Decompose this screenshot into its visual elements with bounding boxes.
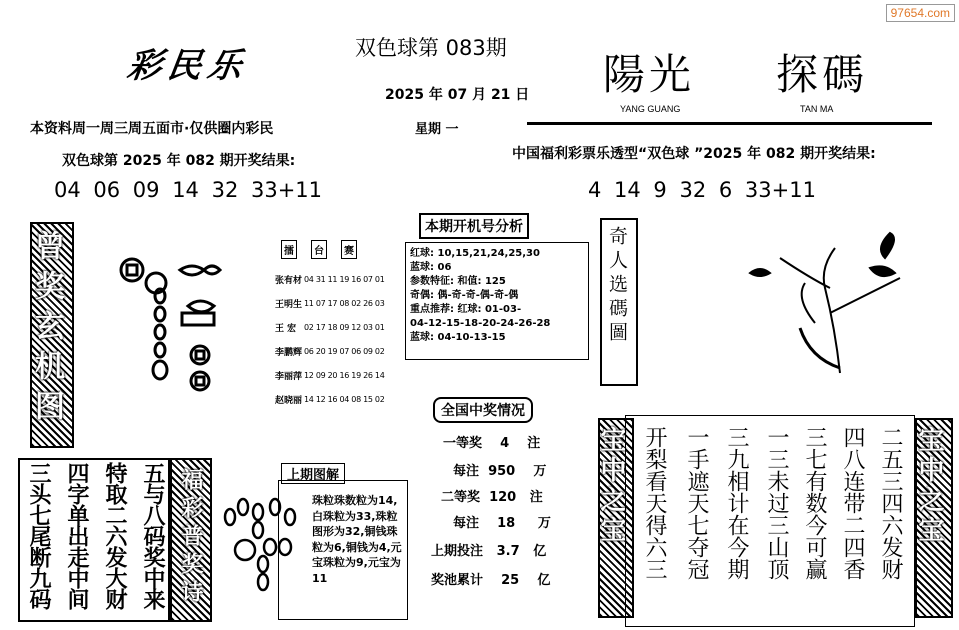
analysis-line: 重点推荐: 红球: 01-03-: [410, 304, 522, 315]
poem-column: 二五三四六发财: [878, 426, 903, 580]
date: 2025 年 07 月 21 日: [385, 87, 530, 103]
prize-label: 每注: [453, 464, 480, 479]
leitai-header-cell: 擂: [281, 240, 297, 259]
prize-row: [453, 512, 551, 531]
table-row: [275, 267, 390, 291]
player-name: 赵晓丽: [275, 395, 303, 406]
poem-column: 一手遮天七夺冠: [684, 426, 709, 580]
player-numbers: 02 17 18 09 12 03 01: [304, 322, 385, 332]
player-numbers: 06 20 19 07 06 09 02: [304, 346, 385, 356]
prize-unit: 亿: [537, 573, 551, 588]
poem-column: 三七有数今可赢: [802, 426, 827, 580]
last-chart-text: 珠粒珠数粒为14,白珠粒为33,珠粒图形为32,铜钱珠粒为6,铜钱为4,元宝珠粒为9,元宝为11: [312, 494, 402, 585]
analysis-title: 本期开机号分析: [419, 213, 529, 239]
analysis-line: 04-12-15-18-20-24-26-28: [410, 318, 551, 329]
ingot-icon: [204, 266, 220, 274]
coin-icon: [235, 540, 255, 560]
last-chart-title: 上期图解: [281, 463, 345, 484]
prize-unit: 注: [529, 490, 543, 505]
poem-column: 开梨看天得六三: [642, 426, 667, 580]
analysis-line: 蓝球: 04-10-13-15: [410, 332, 506, 343]
plant-illustration: [740, 218, 910, 378]
leitai-header-cell: 台: [311, 240, 327, 259]
prize-label: 上期投注: [431, 544, 484, 559]
leitai-header: [281, 240, 390, 259]
brand-title-part1: 陽光: [603, 50, 696, 99]
analysis-line: 奇偶: 偶-奇-奇-偶-奇-偶: [410, 290, 519, 301]
market-note: 本资料周一周三周五面市·仅供圈内彩民: [30, 121, 274, 137]
poem-column: 四八连带二四香: [840, 426, 865, 580]
player-numbers: 14 12 16 04 08 15 02: [304, 394, 385, 404]
coins-ingots-illustration: [112, 248, 222, 408]
prize-row: [441, 486, 543, 505]
prize-row: [431, 540, 546, 559]
player-name: 王明生: [275, 299, 303, 310]
prize-row: [443, 432, 540, 451]
analysis-line: 蓝球: 06: [410, 262, 452, 273]
bao-right-box: [915, 418, 953, 618]
player-numbers: 04 31 11 19 16 07 01: [304, 274, 385, 284]
coin-icon: [121, 259, 143, 281]
left-vertical-label: 曾奖玄机图: [29, 230, 64, 430]
leitai-table: [275, 240, 390, 420]
prize-value: 120: [489, 490, 517, 505]
coin-icon: [191, 346, 209, 364]
player-numbers: 11 07 17 08 02 26 03: [304, 298, 385, 308]
fucai-poem-box: [170, 458, 212, 622]
bowl-icon: [182, 313, 214, 325]
qiren-label: 奇人选碼圖: [606, 226, 628, 346]
ingot-icon: [180, 266, 204, 275]
big-poem-box: [625, 415, 915, 627]
poem-column: 三九相计在今期: [724, 426, 749, 580]
left-title: 彩民乐: [124, 46, 251, 86]
leaf-icon: [881, 233, 894, 258]
prize-unit: 万: [533, 464, 547, 479]
poem-column: 五与八码奖中来: [140, 462, 165, 609]
right-result-numbers: 4 14 9 32 6 33+11: [588, 178, 816, 202]
watermark: 97654.com: [886, 4, 955, 22]
left-result-numbers: 04 06 09 14 32 33+11: [54, 178, 323, 202]
bao-right-label: 宝中之宝: [914, 426, 944, 546]
fucai-poem-label: 福彩普奖诗: [178, 468, 203, 608]
player-name: 李丽萍: [275, 371, 303, 382]
ingot-icon: [188, 301, 214, 312]
prize-label: 一等奖: [443, 436, 483, 451]
analysis-line: 参数特征: 和值: 125: [410, 276, 506, 287]
leitai-header-cell: 赛: [341, 240, 357, 259]
brand-pinyin-part1: YANG GUANG: [620, 104, 681, 114]
poem-column: 四字单出走中间: [64, 462, 89, 609]
prize-unit: 注: [527, 436, 541, 451]
leaf-icon: [750, 269, 770, 276]
prize-value: 950: [488, 464, 516, 479]
branch-icon: [824, 248, 840, 373]
right-result-label: 中国福利彩票乐透型“双色球 ”2025 年 082 期开奖结果:: [512, 146, 876, 162]
brand-pinyin-part2: TAN MA: [800, 104, 834, 114]
prize-value: 3.7: [496, 544, 520, 559]
table-row: [275, 339, 390, 363]
prize-unit: 万: [537, 516, 551, 531]
player-numbers: 12 09 20 16 19 26 14: [304, 370, 385, 380]
prize-label: 二等奖: [441, 490, 481, 505]
left-result-label: 双色球第 2025 年 082 期开奖结果:: [62, 153, 296, 169]
prize-row: [431, 569, 550, 588]
poem-column: 一三未过三山顶: [764, 426, 789, 580]
qiren-box: [600, 218, 638, 386]
last-chart-diagram: [215, 492, 310, 602]
left-vertical-box: [30, 222, 74, 448]
left-poem-box: [18, 458, 170, 622]
header-rule: [527, 122, 932, 125]
prize-row: [453, 460, 546, 479]
weekday: 星期 一: [415, 122, 459, 137]
table-row: [275, 363, 390, 387]
prize-title: 全国中奖情况: [433, 397, 533, 423]
analysis-line: 红球: 10,15,21,24,25,30: [410, 248, 540, 259]
prize-label: 奖池累计: [431, 573, 484, 588]
table-row: [275, 291, 390, 315]
prize-value: 18: [497, 516, 516, 531]
prize-unit: 亿: [533, 544, 547, 559]
prize-label: 每注: [453, 516, 480, 531]
player-name: 王 宏: [275, 323, 297, 334]
table-row: [275, 387, 390, 411]
poem-column: 特取二六发大财: [102, 462, 127, 609]
player-name: 张有材: [275, 275, 303, 286]
poem-column: 三头七尾断九码: [26, 462, 51, 609]
player-name: 李鹏辉: [275, 347, 303, 358]
prize-value: 4: [500, 436, 510, 451]
brand-title-part2: 探碼: [776, 50, 869, 99]
issue-title: 双色球第 083期: [355, 36, 507, 60]
prize-value: 25: [501, 573, 520, 588]
table-row: [275, 315, 390, 339]
leaf-icon: [870, 266, 895, 276]
coin-hole: [127, 265, 137, 275]
analysis-box: [405, 242, 589, 360]
coin-icon: [191, 372, 209, 390]
bao-left-label: 宝中之宝: [596, 426, 626, 546]
